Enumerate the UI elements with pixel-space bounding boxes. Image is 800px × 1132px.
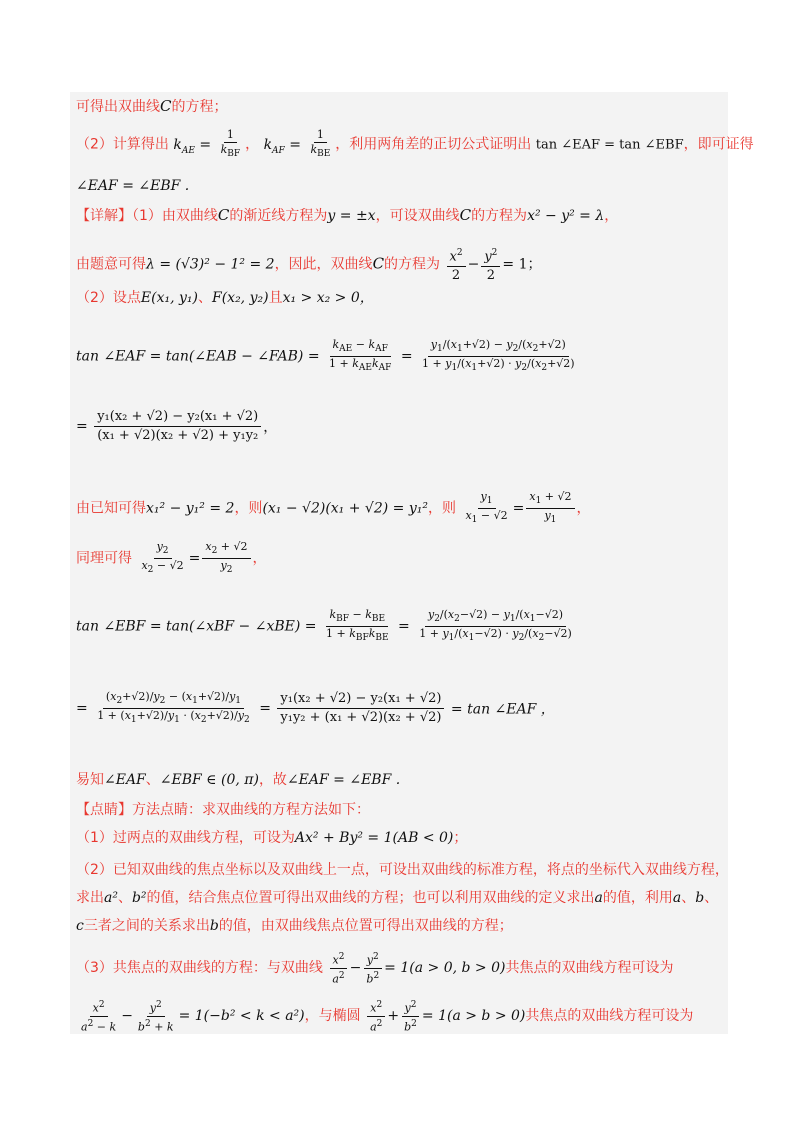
text-line-tip-1: （1）过两点的双曲线方程，可设为Ax² + By² = 1(AB < 0)； xyxy=(76,830,468,846)
frac-1-kBE: $\frac{1}{k_{BE}}$ xyxy=(310,128,331,160)
text-line-5: 由题意可得λ = (√3)² − 1² = 2，因此，双曲线C的方程为 $\frac{x^2}{2}$ − $\frac{y^2}{2}$ = 1； xyxy=(76,244,542,285)
text-line-similar: 同理可得 $\frac{y_2}{x_2 - √2}$ = $\frac{x_2 + √2}{y_2}$ ， xyxy=(76,540,267,576)
math-angle-eq: ∠EAF = ∠EBF . xyxy=(76,178,190,194)
text-line-tip-3b: $\frac{x^2}{a^2 - k}$ − $\frac{y^2}{b^2 + k}$ = 1(−b² < k < a²)，与椭圆 $\frac{x^2}{a^2}$ + $\frac{y^2}{b^2}$ = 1(a > b > 0)共焦点的双曲线方程可设为 xyxy=(81,1000,694,1034)
text-line-1: 可得出双曲线C的方程； xyxy=(76,97,228,115)
tan-eaf-equation: tan ∠EAF = tan(∠EAB − ∠FAB) = $\frac{k_{AE} - k_{AF}}{1 + k_{AE}k_{AF}}$ = $\frac{y_1/(x_1+√2) - y_2/(x_2+√2)}{1 + y_1/(x_1+√2) \cdot y_2/(x_2+√2)}$ xyxy=(76,338,575,374)
text-line-4: 【详解】（1）由双曲线C的渐近线方程为y = ±x，可设双曲线C的方程为x² − y² = λ， xyxy=(76,206,619,224)
text-line-conclusion: 易知∠EAF、∠EBF ∈ (0, π)，故∠EAF = ∠EBF . xyxy=(76,772,401,788)
text-line-tip-2c: c三者之间的关系求出b的值，由双曲线焦点位置可得出双曲线的方程； xyxy=(76,918,513,934)
text-line-tip-header: 【点睛】方法点睛：求双曲线的方程方法如下： xyxy=(76,802,370,818)
tan-eaf-result: = $\frac{\text{y₁(x₂ + √2) − y₂(x₁ + √2)}}{\text{(x₁ + √2)(x₂ + √2) + y₁y₂}}$ ， xyxy=(76,409,278,443)
text-line-3 xyxy=(76,176,189,196)
text-line-6: （2）设点E(x₁, y₁)、F(x₂, y₂)且x₁ > x₂ > 0， xyxy=(76,290,374,306)
math-tan-eq: tan ∠EAF = tan ∠EBF xyxy=(535,137,684,153)
math-C: C xyxy=(160,97,172,115)
tan-ebf-result: = $\frac{(x_2+√2)/y_2 - (x_1+√2)/y_1}{1 + (x_1+√2)/y_1 \cdot (x_2+√2)/y_2}$ = $\frac{\text{y₁(x₂ + √2) − y₂(x₁ + √2)}}{\text{y₁y₂ + (x₁ + √2)(x₂ + √2)}}$ = tan ∠EAF ， xyxy=(76,690,555,726)
text-line-tip-2: （2）已知双曲线的焦点坐标以及双曲线上一点，可设出双曲线的标准方程，将点的坐标代入双曲线方程， xyxy=(76,862,729,878)
frac-1-kBF: $\frac{1}{k_{BF}}$ xyxy=(220,128,241,160)
text-line-known: 由已知可得x₁² − y₁² = 2，则(x₁ − √2)(x₁ + √2) = y₁²，则 $\frac{y_1}{x_1 - √2}$ = $\frac{x_1 + √2}{y_1}$ ， xyxy=(76,490,591,526)
text-line-tip-3: （3）共焦点的双曲线的方程：与双曲线 $\frac{x^2}{a^2}$ − $\frac{y^2}{b^2}$ = 1(a > 0, b > 0)共焦点的双曲线方程可设为 xyxy=(76,952,674,986)
text-line-2: （2）计算得出 $k_{AE}$ = $\frac{1}{k_{BF}}$ ， $k_{AF}$ = $\frac{1}{k_{BE}}$ ，利用两角差的正切公式证明出 tan ∠EAF = tan ∠EBF，即可证得 xyxy=(76,128,754,160)
tan-ebf-equation: tan ∠EBF = tan(∠xBF − ∠xBE) = $\frac{k_{BF} - k_{BE}}{1 + k_{BF}k_{BE}}$ = $\frac{y_2/(x_2-√2) - y_1/(x_1-√2)}{1 + y_1/(x_1-√2) \cdot y_2/(x_2-√2)}$ xyxy=(76,608,572,644)
text-line-tip-2b: 求出a²、b²的值，结合焦点位置可得出双曲线的方程；也可以利用双曲线的定义求出a的值，利用a、b、 xyxy=(76,890,719,906)
